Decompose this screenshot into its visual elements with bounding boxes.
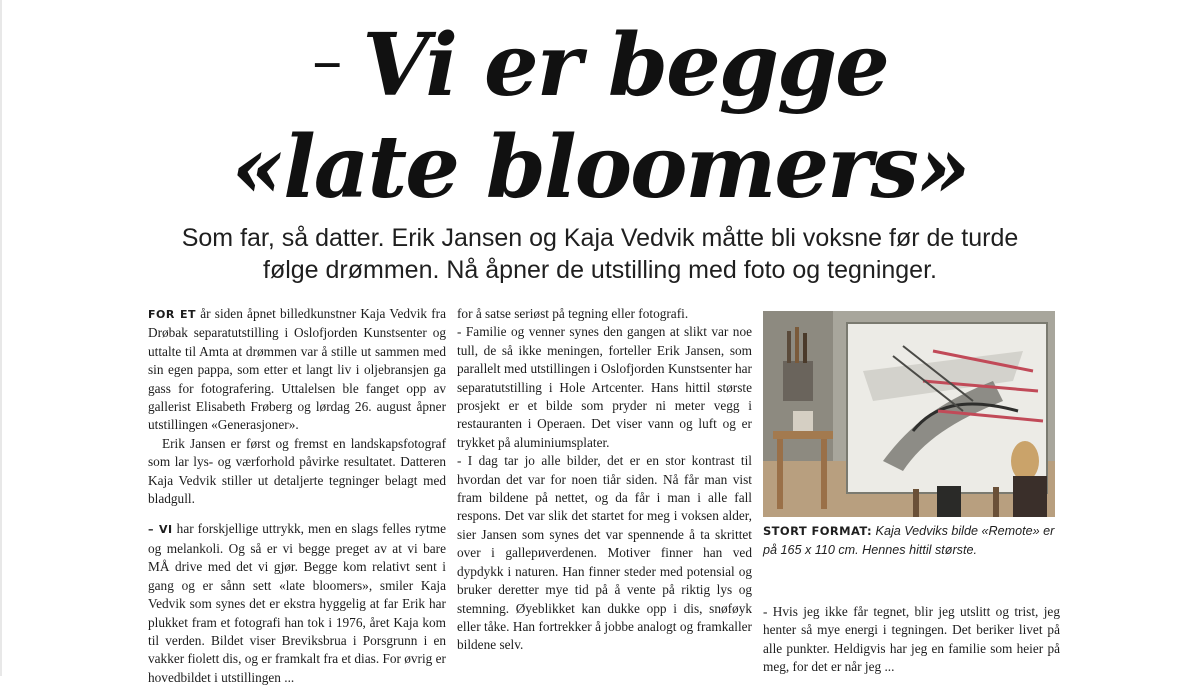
headline-line-2: «late bloomers» — [231, 117, 969, 218]
paragraph — [148, 520, 446, 687]
photo-caption — [763, 522, 1060, 560]
caption-text: Kaja Vedviks bilde «Remote» er på 165 x 110 cm. Hennes hittil største. — [763, 524, 1055, 557]
caption-label: STORT FORMAT: — [763, 524, 873, 538]
article-column-3 — [763, 603, 1060, 677]
headline-dash: – — [312, 26, 341, 96]
paragraph: - I dag tar jo alle bilder, det er en stor kontrast til hvordan det var for noen tiår siden. Nå får man vist fram bildene på nettet, og da får i man i alle fall respons. Det var slik det startet for meg i voksen alder, sier Jansen som synes det var spennende å ta skrittet over i gallериverdenen. Motiver finner han ved dypdykk i naturen. Han finner steder med potensial og bruker deretter mye tid på å vente på riktig lys og stemning. Øyeblikket kan dukke opp i dis, snøføyk eller tåke. Han fortrekker å jobbe analogt og framkaller bildene selv. — [457, 453, 752, 653]
deck-line-2: følge drømmen. Nå åpner de utstilling med foto og tegninger. — [263, 256, 937, 284]
headline-line-1 — [0, 10, 1200, 117]
paragraph: for å satse seriøst på tegning eller fotografi. — [457, 306, 689, 321]
headline — [0, 10, 1200, 219]
headline-text-1: Vi er begge — [362, 15, 888, 116]
paragraph-text: år siden åpnet billedkunstner Kaja Vedvik fra Drøbak separatutstilling i Oslofjorden Kunstsenter og uttalte til Amta at drømmen var å stille ut sammen med sin egen pappa, som etter et langt liv i oljebransjen ga gass for fotografering. Uttalelsen ble fanget opp av gallerist Elisabeth Frøberg og lørdag 26. august åpner utstillingen «Generasjoner». — [148, 306, 446, 433]
paragraph: Erik Jansen er først og fremst en landskapsfotograf som lar lys- og værforhold påvirke resultatet. Datteren Kaja Vedvik stiller ut detaljerte tegninger belagt med bladgull. — [148, 435, 446, 507]
article-column-2 — [457, 305, 752, 655]
paragraph: - Hvis jeg ikke får tegnet, blir jeg utslitt og trist, jeg henter så mye energi i tegningen. Det beriker livet på alle punkter. Heldigvis har jeg en familie som heier på meg, for det er når jeg ... — [763, 604, 1060, 675]
artist-studio-illustration — [763, 311, 1055, 517]
paragraph — [148, 305, 446, 435]
deck-line-1: Som far, så datter. Erik Jansen og Kaja Vedvik måtte bli voksne før de turde — [181, 224, 1019, 252]
paragraph-text: har forskjellige uttrykk, men en slags felles rytme og melankoli. Og så er vi begge preget av at vi bare MÅ drive med det vi gjør. Begge kom relativt sent i gang og er sånn sett «late bloomers», smiler Kaja Vedvik som synes det er ekstra hyggelig at far Erik har plukket fram et fotografi han tok i 1976, året Kaja kom til verden. Bildet viser Breviksbrua i Porsgrunn i en vakker fiolett dis, og er framkalt fra et dias. For øvrig er hovedbildet i utstillingen ... — [148, 521, 446, 685]
deck — [80, 222, 1120, 286]
article-column-1 — [148, 305, 446, 687]
kicker: FOR ET — [148, 308, 197, 321]
paragraph: - Familie og venner synes den gangen at slikt var noe tull, de så ikke meningen, forteller Erik Jansen, som parallelt med utstillingen i Oslofjorden Kunstsenter har separatutstilling i Hole Artcenter. Hans hittil største prosjekt er et bilde som pryder ni meter vegg i restauranten i Operaen. Det viser vann og luft og er trykket på aluminiumsplater. — [457, 324, 752, 450]
artwork-photo — [763, 311, 1055, 517]
kicker: – VI — [148, 523, 173, 537]
